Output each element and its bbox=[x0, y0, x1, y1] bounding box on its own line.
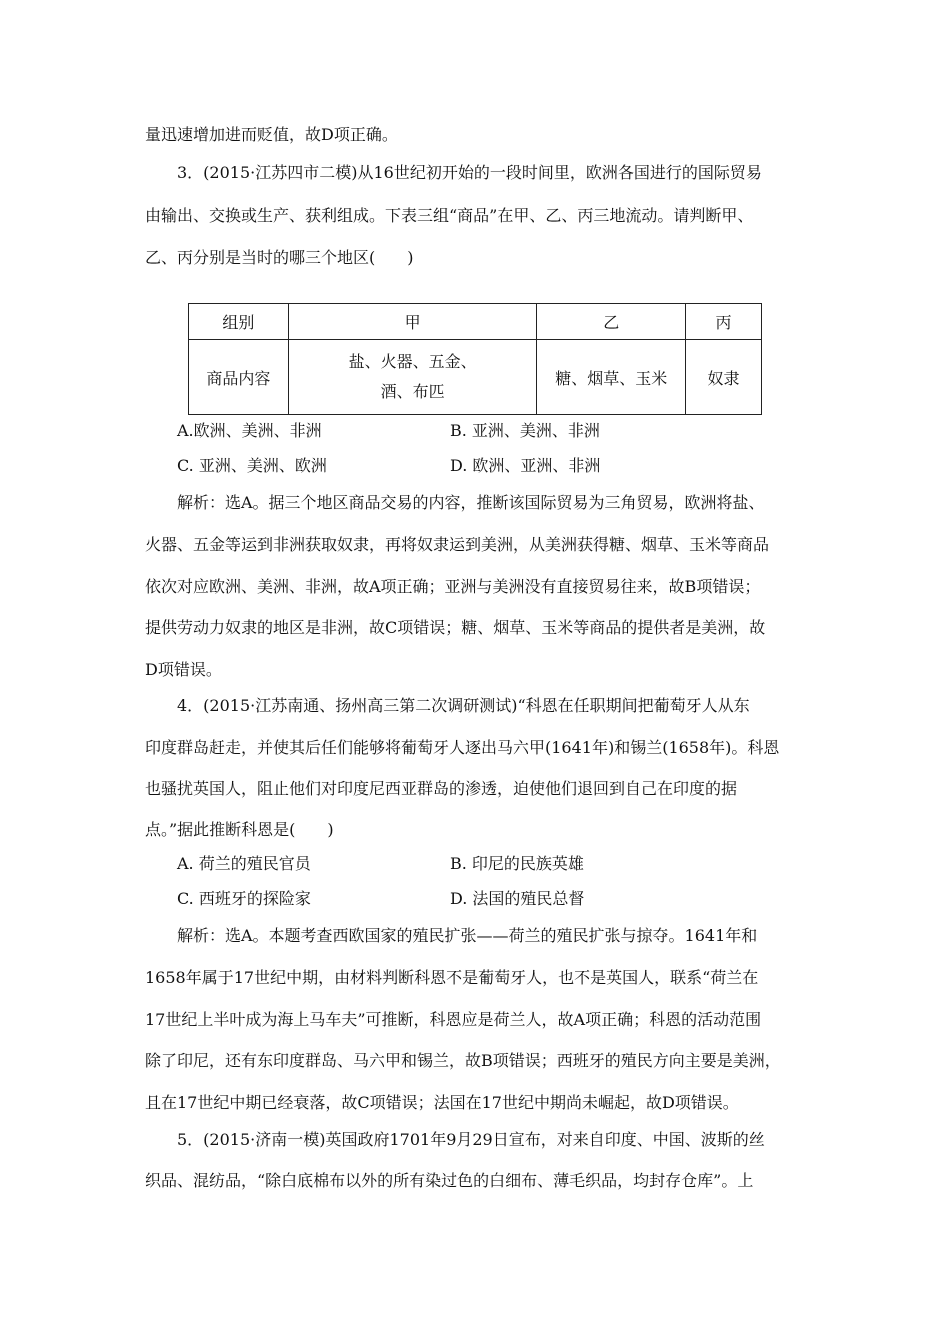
option-b: B. 亚洲、美洲、非洲 bbox=[450, 421, 600, 440]
analysis-line: 依次对应欧洲、美洲、非洲，故A项正确；亚洲与美洲没有直接贸易往来，故B项错误； bbox=[145, 577, 761, 596]
analysis-line: 解析：选A。本题考查西欧国家的殖民扩张——荷兰的殖民扩张与掠夺。1641年和 bbox=[177, 926, 758, 945]
analysis-line: 提供劳动力奴隶的地区是非洲，故C项错误；糖、烟草、玉米等商品的提供者是美洲，故 bbox=[145, 618, 766, 637]
option-b: B. 印尼的民族英雄 bbox=[450, 854, 584, 873]
option-d: D. 欧洲、亚洲、非洲 bbox=[450, 456, 601, 475]
text-line: 织品、混纺品，“除白底棉布以外的所有染过色的白细布、薄毛织品，均封存仓库”。上 bbox=[145, 1171, 754, 1190]
analysis-line: D项错误。 bbox=[145, 660, 222, 679]
table-cell: 糖、烟草、玉米 bbox=[537, 340, 686, 415]
table-cell: 商品内容 bbox=[189, 340, 289, 415]
table-header-cell: 组别 bbox=[189, 304, 289, 340]
text-line: 也骚扰英国人，阻止他们对印度尼西亚群岛的渗透，迫使他们退回到自己在印度的据 bbox=[145, 779, 738, 798]
trade-table bbox=[188, 303, 762, 415]
option-a: A. 荷兰的殖民官员 bbox=[177, 854, 311, 873]
table-header-row bbox=[189, 304, 762, 340]
analysis-line: 火器、五金等运到非洲获取奴隶，再将奴隶运到美洲，从美洲获得糖、烟草、玉米等商品 bbox=[145, 535, 770, 554]
analysis-line: 除了印尼，还有东印度群岛、马六甲和锡兰，故B项错误；西班牙的殖民方向主要是美洲， bbox=[145, 1051, 781, 1070]
text-line: 印度群岛赶走，并使其后任们能够将葡萄牙人逐出马六甲(1641年)和锡兰(1658年)。科恩 bbox=[145, 738, 780, 757]
question-5-stem: 5．(2015·济南一模)英国政府1701年9月29日宣布，对来自印度、中国、波斯的丝 bbox=[177, 1130, 765, 1149]
question-3-stem: 3．(2015·江苏四市二模)从16世纪初开始的一段时间里，欧洲各国进行的国际贸易 bbox=[177, 163, 762, 182]
table-header-cell: 丙 bbox=[686, 304, 762, 340]
table-row bbox=[189, 340, 762, 415]
text-line: 乙、丙分别是当时的哪三个地区( ) bbox=[145, 248, 414, 267]
analysis-line: 17世纪上半叶成为海上马车夫”可推断，科恩应是荷兰人，故A项正确；科恩的活动范围 bbox=[145, 1010, 762, 1029]
table-header-cell: 甲 bbox=[288, 304, 537, 340]
option-c: C. 西班牙的探险家 bbox=[177, 889, 311, 908]
analysis-line: 且在17世纪中期已经衰落，故C项错误；法国在17世纪中期尚未崛起，故D项错误。 bbox=[145, 1093, 739, 1112]
text-line: 由输出、交换或生产、获利组成。下表三组“商品”在甲、乙、丙三地流动。请判断甲、 bbox=[145, 206, 754, 225]
option-d: D. 法国的殖民总督 bbox=[450, 889, 585, 908]
question-4-stem: 4．(2015·江苏南通、扬州高三第二次调研测试)“科恩在任职期间把葡萄牙人从东 bbox=[177, 696, 750, 715]
table-cell bbox=[288, 340, 537, 415]
analysis-line: 1658年属于17世纪中期，由材料判断科恩不是葡萄牙人，也不是英国人，联系“荷兰在 bbox=[145, 968, 759, 987]
table-cell: 奴隶 bbox=[686, 340, 762, 415]
cell-line: 酒、布匹 bbox=[380, 382, 445, 401]
analysis-line: 解析：选A。据三个地区商品交易的内容，推断该国际贸易为三角贸易，欧洲将盐、 bbox=[177, 493, 765, 512]
cell-line: 盐、火器、五金、 bbox=[348, 352, 477, 371]
option-a: A.欧洲、美洲、非洲 bbox=[177, 421, 322, 440]
text-line: 点。”据此推断科恩是( ) bbox=[145, 820, 334, 839]
text-line: 量迅速增加进而贬值，故D项正确。 bbox=[145, 125, 398, 144]
table-header-cell: 乙 bbox=[537, 304, 686, 340]
option-c: C. 亚洲、美洲、欧洲 bbox=[177, 456, 327, 475]
